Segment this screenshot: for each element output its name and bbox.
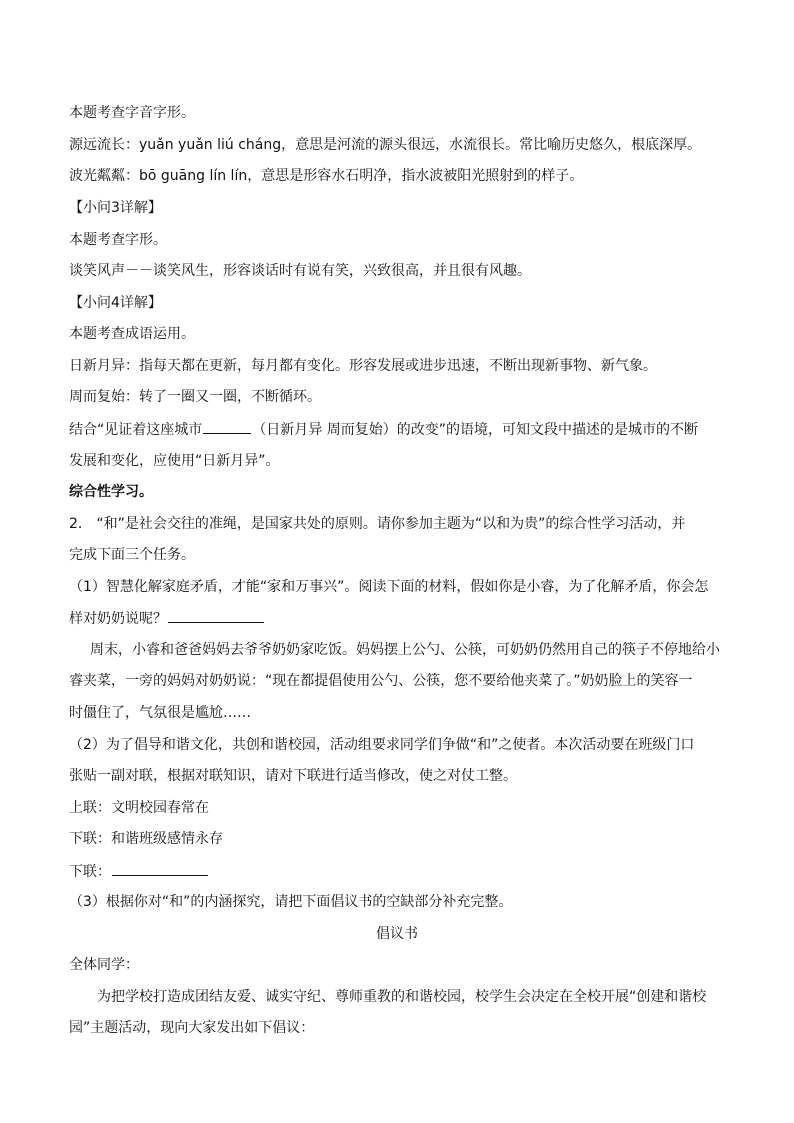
proposal-salutation: 全体同学： [69,957,139,973]
task1-b: 样对奶奶说呢？ [69,611,167,627]
q3-heading: 【小问3详解】 [69,200,162,216]
q4-blank [203,419,251,434]
task2-a: （2）为了倡导和谐文化，共创和谐校园，活动组要求同学们争做“和”之使者。本次活动要在班级门口 [69,737,695,753]
couplet-answer-line [69,861,725,882]
story-c: 时僵住了，气氛很是尴尬…… [69,705,251,721]
q4-analysis-line-1 [69,419,725,440]
proposal-title: 倡议书 [376,926,418,942]
q4-idiom-2: 周而复始：转了一圈又一圈，不断循环。 [69,389,321,405]
task1-line-b [69,608,725,629]
q2-intro-a: 2． “和”是社会交往的准绳，是国家共处的原则。请你参加主题为“以和为贵”的综合性学习活动，并 [69,516,686,532]
q1-item2-term: 波光粼粼： [69,168,139,184]
task1-a: （1）智慧化解家庭矛盾，才能“家和万事兴”。阅读下面的材料，假如你是小睿，为了化解矛盾，你会怎 [69,579,709,595]
q1-item-1 [69,135,725,155]
q4-heading: 【小问4详解】 [69,295,162,311]
q1-note: 本题考查字音字形。 [69,105,195,121]
task2-b: 张贴一副对联，根据对联知识，请对下联进行适当修改，使之对仗工整。 [69,768,517,784]
q1-item1-term: 源远流长： [69,137,139,153]
q2-intro-b: 完成下面三个任务。 [69,547,195,563]
q4-idiom-1: 日新月异：指每天都在更新，每月都有变化。形容发展或进步迅速，不断出现新事物、新气象。 [69,358,657,374]
couplet-lower: 下联：和谐班级感情永存 [69,831,223,847]
section-title: 综合性学习。 [69,484,153,500]
task1-answer-blank [168,608,264,623]
q1-item2-pinyin: bō guāng lín lín [139,168,248,184]
q1-item-2 [69,166,725,186]
proposal-body-b: 园”主题活动，现向大家发出如下倡议： [69,1020,315,1036]
couplet-upper: 上联：文明校园春常在 [69,800,209,816]
q4-analysis-b: （日新月异 周而复始）的改变”的语境，可知文段中描述的是城市的不断 [252,422,698,438]
couplet-answer-label: 下联： [69,864,111,880]
task3: （3）根据你对“和”的内涵探究，请把下面倡议书的空缺部分补充完整。 [69,894,513,910]
q1-item1-pinyin: yuǎn yuǎn liú cháng [139,137,282,153]
q4-analysis-a: 结合“见证着这座城市 [69,422,203,438]
proposal-body-a: 为把学校打造成团结友爱、诚实守纪、尊师重教的和谐校园，校学生会决定在全校开展“创建和谐校 [97,989,707,1005]
couplet-answer-blank [112,861,208,876]
q4-note: 本题考查成语运用。 [69,326,195,342]
story-a: 周末，小睿和爸爸妈妈去爷爷奶奶家吃饭。妈妈摆上公勺、公筷，可奶奶仍然用自己的筷子不停地给小 [90,642,720,658]
q3-text: 谈笑风声－－谈笑风生，形容谈话时有说有笑，兴致很高，并且很有风趣。 [69,263,531,279]
story-b: 睿夹菜，一旁的妈妈对奶奶说：“现在都提倡使用公勺、公筷，您不要给他夹菜了。”奶奶脸上的笑容一 [69,673,693,689]
q3-note: 本题考查字形。 [69,232,167,248]
q1-item2-meaning: ，意思是形容水石明净，指水波被阳光照射到的样子。 [247,168,584,184]
q4-analysis-c: 发展和变化，应使用“日新月异”。 [69,453,280,469]
q1-item1-meaning: ，意思是河流的源头很远，水流很长。常比喻历史悠久，根底深厚。 [281,137,702,153]
